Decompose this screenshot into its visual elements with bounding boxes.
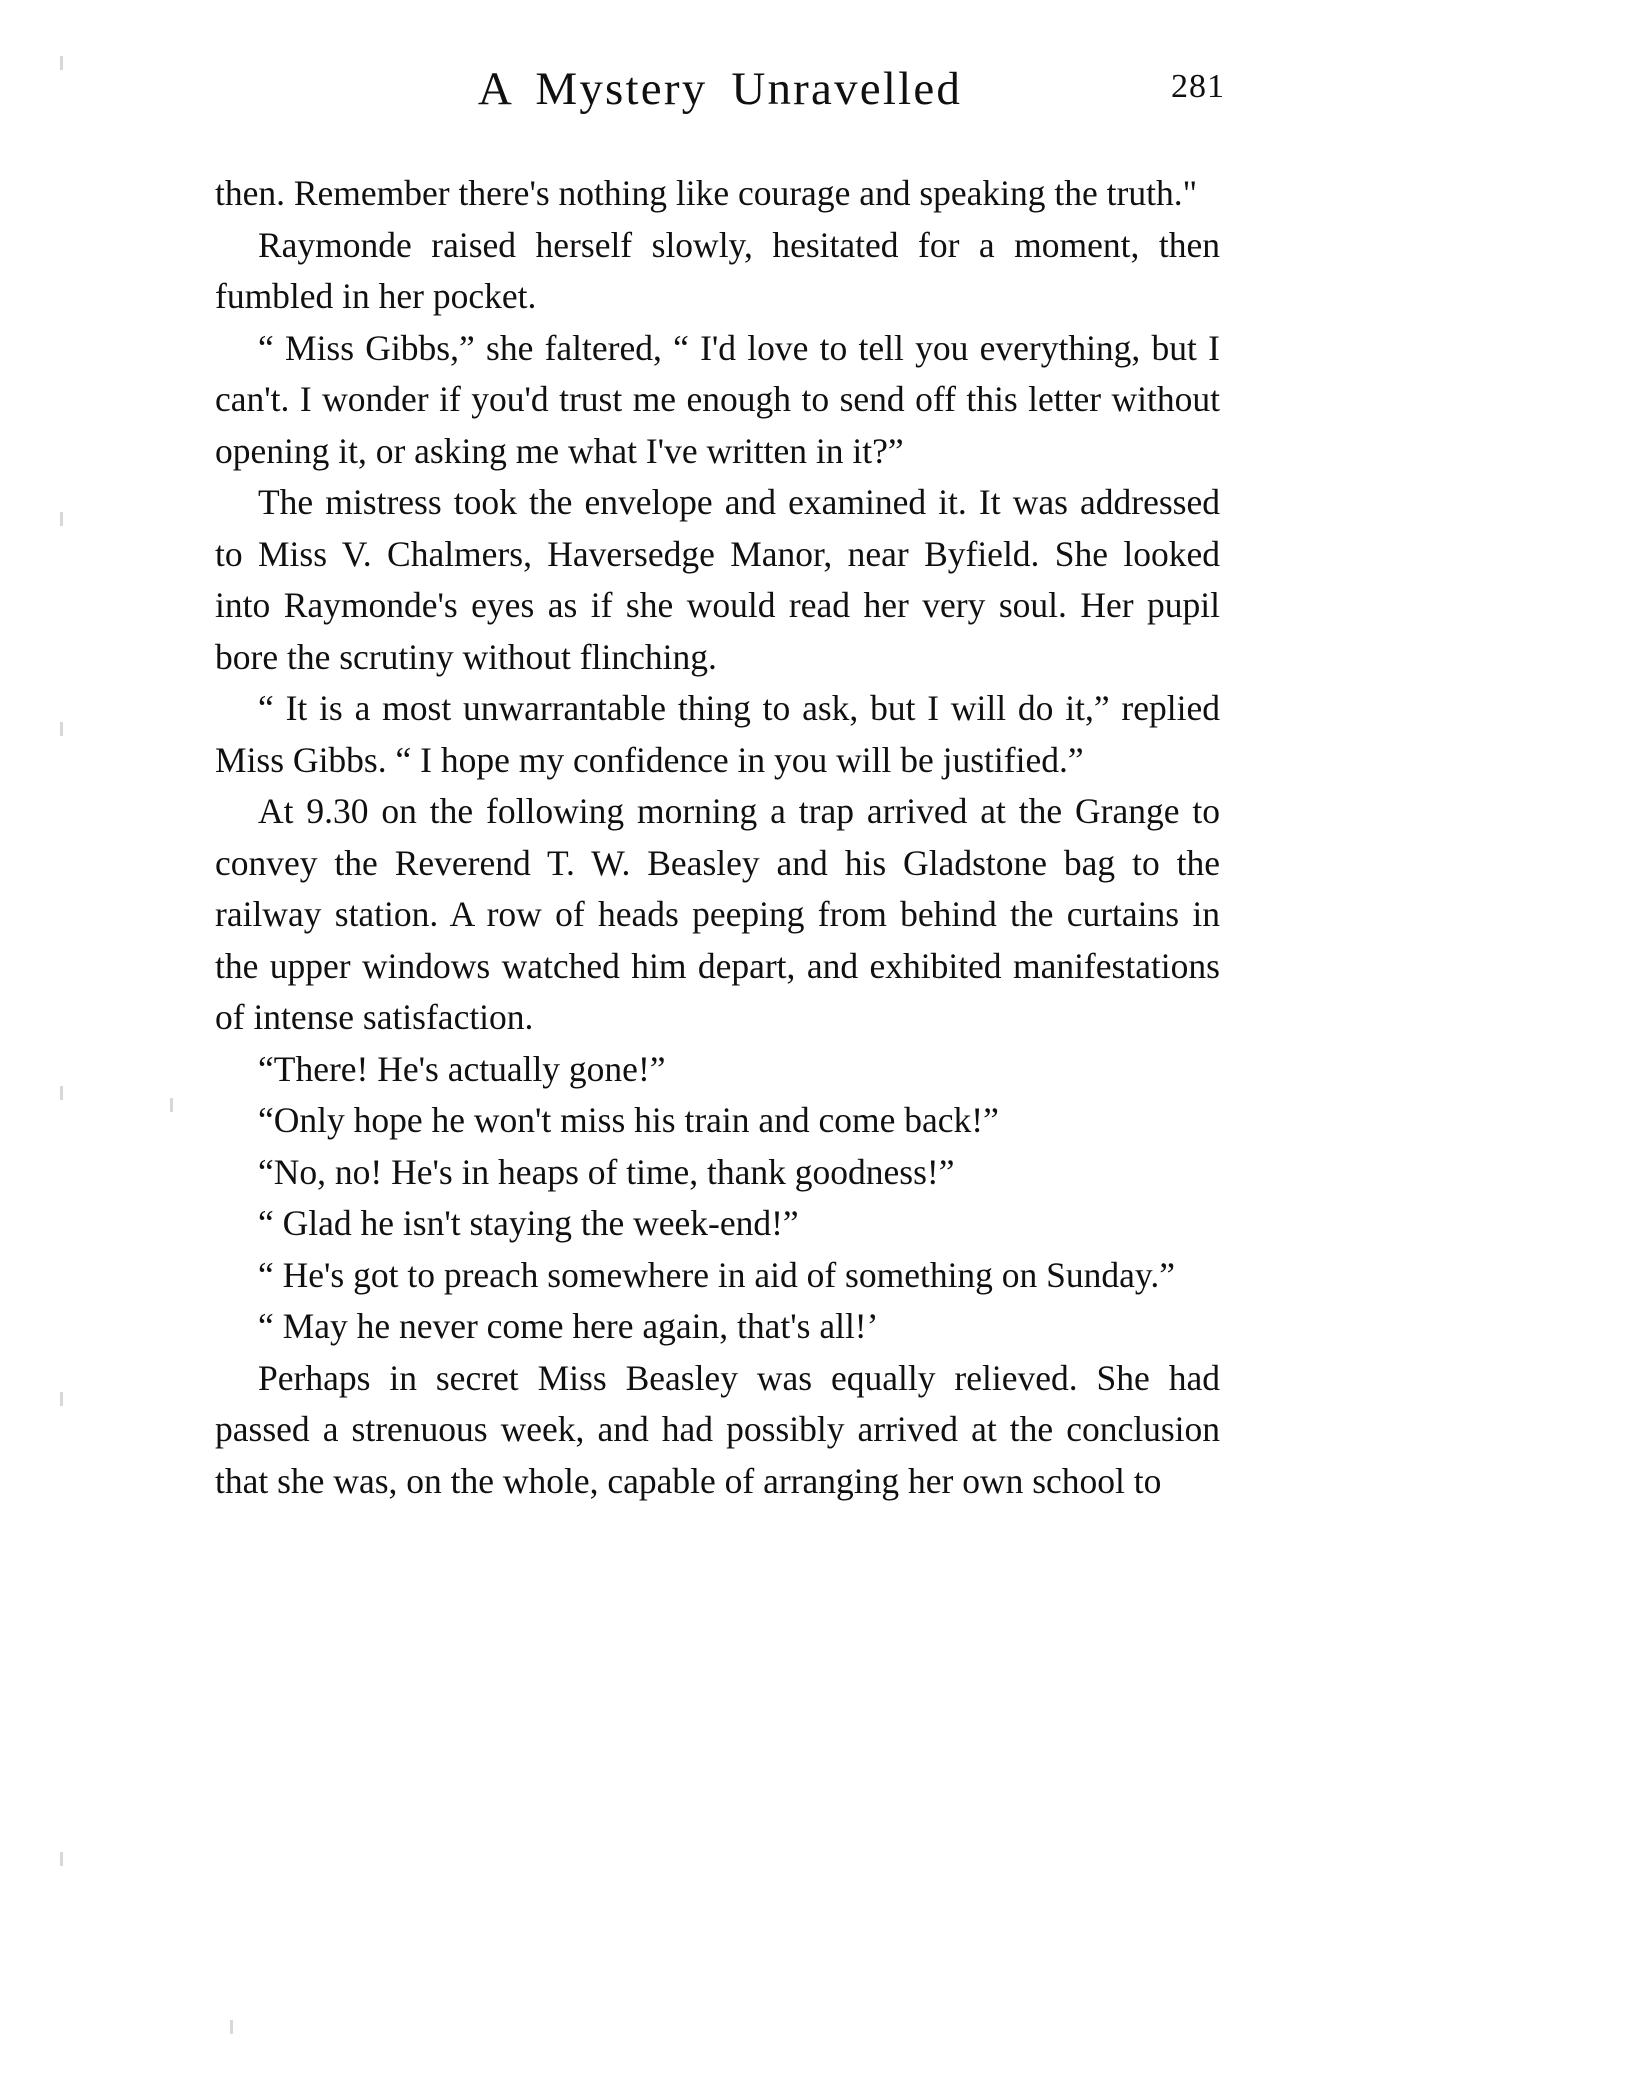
body-paragraph: “ May he never come here again, that's all!’ xyxy=(258,1306,879,1346)
body-paragraph: “Only hope he won't miss his train and come back!” xyxy=(258,1100,999,1140)
body-paragraph: “There! He's actually gone!” xyxy=(258,1048,666,1089)
page-number: 281 xyxy=(1171,68,1225,105)
body-paragraph: then. Remember there's nothing like courage and speaking the truth." xyxy=(215,173,1198,213)
body-paragraph: Raymonde raised herself slowly, hesitated for a moment, then fumbled in her pocket. xyxy=(215,224,1220,316)
page-body-text xyxy=(215,168,1220,1507)
body-paragraph: The mistress took the envelope and examined it. It was addressed to Miss V. Chalmers, Haversedge Manor, near Byfield. She looked into Raymonde's eyes as if she would read her very soul. Her pupil bore the scrutiny without flinching. xyxy=(215,482,1220,677)
body-paragraph: “ Glad he isn't staying the week-end!” xyxy=(258,1203,799,1243)
body-paragraph: “ He's got to preach somewhere in aid of something on Sunday.” xyxy=(258,1254,1176,1295)
body-paragraph: “ It is a most unwarrantable thing to ask, but I will do it,” replied Miss Gibbs. “ I hope my confidence in you will be justified.” xyxy=(215,688,1220,780)
body-paragraph: “No, no! He's in heaps of time, thank goodness!” xyxy=(258,1151,955,1192)
page-title: A Mystery Unravelled xyxy=(477,63,963,115)
body-paragraph: At 9.30 on the following morning a trap arrived at the Grange to convey the Reverend T. W. Beasley and his Gladstone bag to the railway station. A row of heads peeping from behind the curtains in the upper windows watched him depart, and exhibited manifestations of intense satisfaction. xyxy=(215,791,1220,1037)
body-paragraph: Perhaps in secret Miss Beasley was equally relieved. She had passed a strenuous week, and had possibly arrived at the conclusion that she was, on the whole, capable of arranging her own school to xyxy=(215,1357,1220,1501)
page-header xyxy=(215,62,1225,116)
body-paragraph: “ Miss Gibbs,” she faltered, “ I'd love to tell you everything, but I can't. I wonder if you'd trust me enough to send off this letter without opening it, or asking me what I've written in it?” xyxy=(215,327,1220,471)
